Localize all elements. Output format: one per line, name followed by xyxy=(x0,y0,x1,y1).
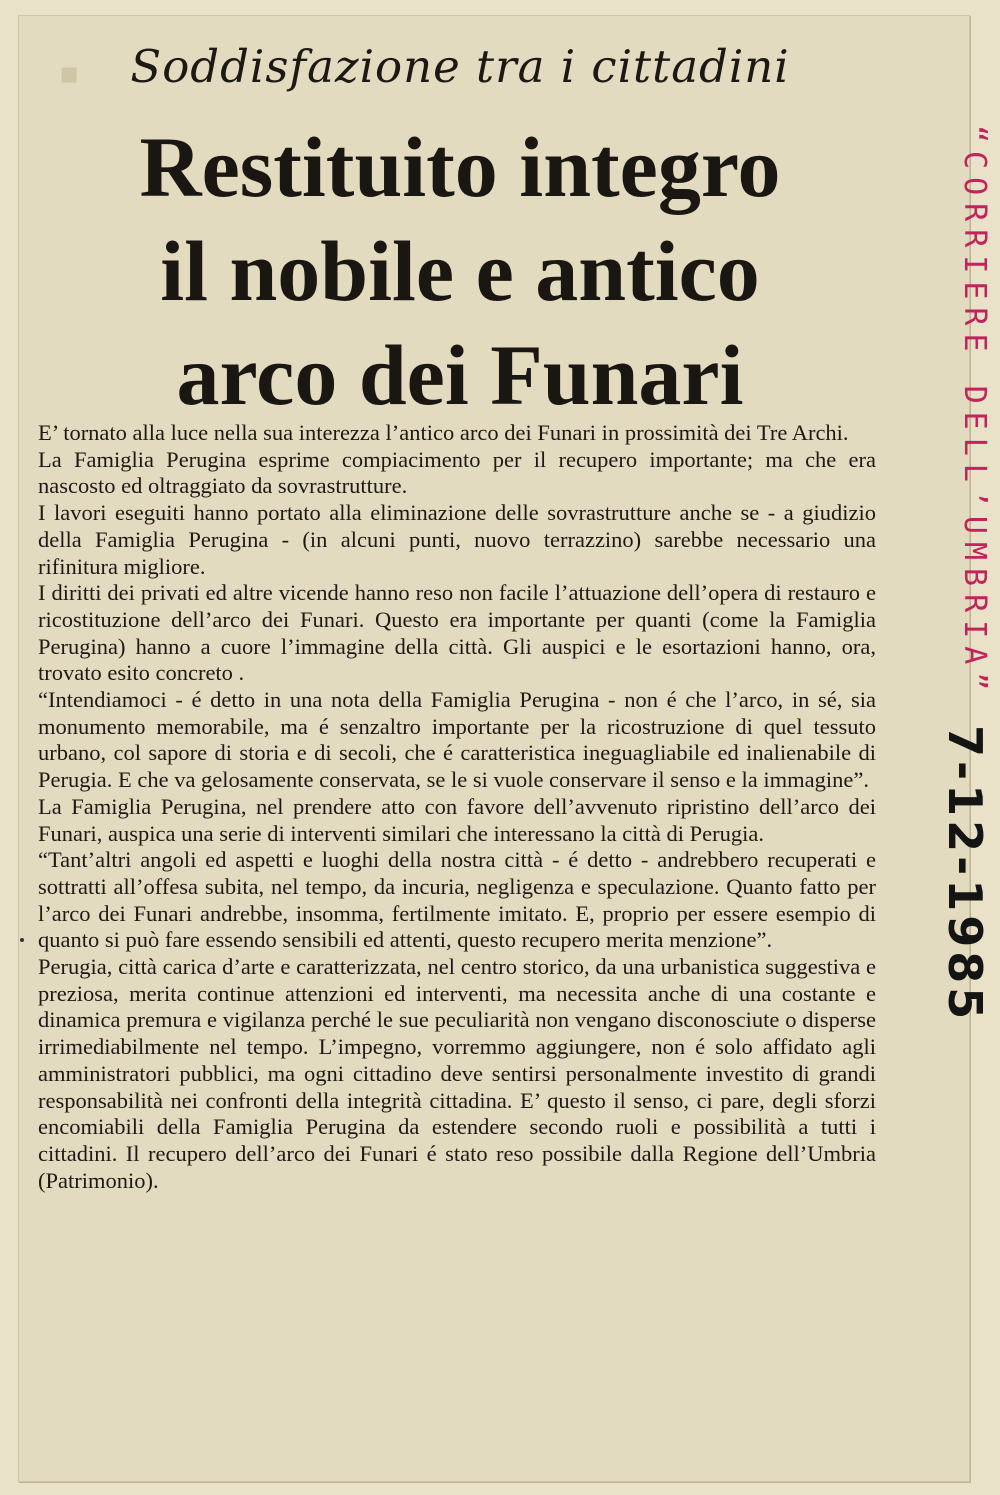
paragraph: I lavori eseguiti hanno portato alla eliminazione delle sovrastrutture anche se - a giudizio della Famiglia Perugina - (in alcuni punti, nuovo terrazzino) sarebbe necessario una rifinitura migliore. xyxy=(38,500,876,579)
article-body xyxy=(38,420,876,1194)
headline-line: il nobile e antico xyxy=(160,223,760,319)
article-kicker: Soddisfazione tra i cittadini xyxy=(130,40,790,93)
paragraph: “Intendiamoci - é detto in una nota della Famiglia Perugina - non é che l’arco, in sé, sia monumento memorabile, ma é senzaltro importante per la ricostruzione di quel tessuto urbano, col sapore di storia e di secoli, che é caratteristica ineguagliabile ed inalienabile di Perugia. E che va gelosamente conservata, se le si vuole conservare il senso e la immagine”. xyxy=(38,687,876,793)
headline-line: Restituito integro xyxy=(139,119,781,215)
headline-line: arco dei Funari xyxy=(176,327,744,423)
bleed-through-text: ▪ xyxy=(59,56,80,91)
paragraph: La Famiglia Perugina esprime compiacimento per il recupero importante; ma che era nascosto ed oltraggiato da sovrastrutture. xyxy=(38,446,876,499)
paragraph: I diritti dei privati ed altre vicende hanno reso non facile l’attuazione dell’opera di restauro e ricostituzione dell’arco dei Funari. Questo era importante per quanti (come la Famiglia Perugina) hanno a cuore l’immagine della città. Gli auspici e le esortazioni hanno, ora, trovato esito concreto . xyxy=(38,580,876,686)
paragraph: La Famiglia Perugina, nel prendere atto con favore dell’avvenuto ripristino dell’arco dei Funari, auspica una serie di interventi similari che interessano la città di Perugia. xyxy=(38,793,876,846)
paragraph: Perugia, città carica d’arte e caratterizzata, nel centro storico, da una urbanistica suggestiva e preziosa, merita continue attenzioni ed interventi, ma necessita anche di una costante e dinamica premura e vigilanza perché le sue peculiarità non vengano disconosciute o disperse irrimediabilmente nel tempo. L’impegno, vorremmo aggiungere, non é solo affidato agli amministratori pubblici, ma ogni cittadino deve sentirsi personalmente investito di grandi responsabilità nei confronti della integrità cittadina. E’ questo il senso, ci pare, degli sforzi encomiabili della Famiglia Perugina da estendere secondo ruoli e possibilità a tutti i cittadini. Il recupero dell’arco dei Funari é stato reso possibile dalla Regione dell’Umbria (Patrimonio). xyxy=(38,954,876,1193)
paragraph: E’ tornato alla luce nella sua interezza l’antico arco dei Funari in prossimità dei Tre Archi. xyxy=(38,420,849,445)
article-headline xyxy=(80,115,840,427)
annotation-date: 7-12-1985 xyxy=(938,725,992,1024)
paragraph: “Tant’altri angoli ed aspetti e luoghi della nostra città - é detto - andrebbero recuperati e sottratti all’offesa subita, nel tempo, da incuria, negligenza e speculazione. Quanto fatto per l’arco dei Funari andrebbe, insomma, fertilmente imitato. E, proprio per essere esempio di quanto si può fare essendo sensibili ed attenti, questo recupero merita menzione”. xyxy=(38,847,876,953)
annotation-source: “CORRIERE DELL’UMBRIA” xyxy=(957,125,992,699)
ink-speck xyxy=(20,938,24,942)
